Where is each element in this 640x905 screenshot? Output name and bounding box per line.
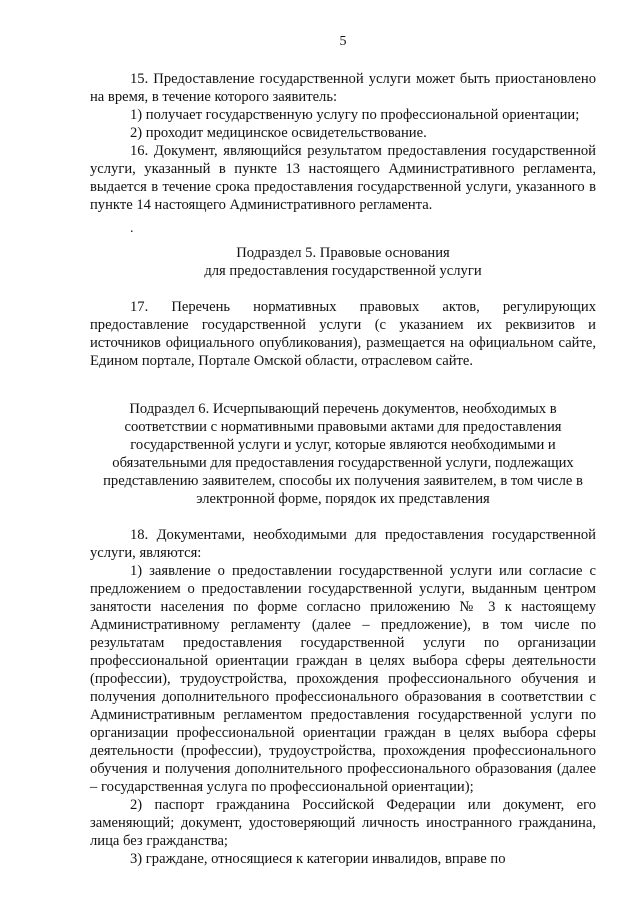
paragraph-18-item-1: 1) заявление о предоставлении государственной услуги или согласие с предложением о предоставлении государственной услуги, выданным центром занятости населения по форме согласно приложению № 3 к настоящему Административному регламенту (далее – предложение), в том числе по результатам предоставления государственной услуги по организации профессиональной ориентации граждан в целях выбора сферы деятельности (профессии), трудоустройства, прохождения профессионального обучения и получения дополнительного профессионального образования в соответствии с Административным регламентом предоставления государственной услуги по организации профессиональной ориентации граждан в целях выбора сферы деятельности (профессии), трудоустройства, прохождения профессионального обучения и получения дополнительного профессионального образования (далее – государственная услуга по профессиональной ориентации); [90,563,596,795]
paragraph-17: 17. Перечень нормативных правовых актов, регулирующих предоставление государственной услуги (с указанием их реквизитов и источников официального опубликования), размещается на официальном сайте, Едином портале, Портале Омской области, отраслевом сайте. [90,299,596,369]
subsection-5-title-line-1: Подраздел 5. Правовые основания [236,245,450,261]
subsection-5-title-line-2: для предоставления государственной услуги [204,263,482,279]
paragraph-15-item-1: 1) получает государственную услугу по профессиональной ориентации; [130,107,580,123]
paragraph-15: 15. Предоставление государственной услуги может быть приостановлено на время, в течение которого заявитель: [90,71,596,105]
paragraph-18: 18. Документами, необходимыми для предоставления государственной услуги, являются: [90,527,596,561]
paragraph-16: 16. Документ, являющийся результатом предоставления государственной услуги, указанный в пункте 13 настоящего Административного регламента, выдается в течение срока предоставления государственной услуги, указанного в пункте 14 настоящего Административного регламента. [90,143,596,213]
stray-dot: . [130,221,134,236]
page-number: 5 [339,34,347,49]
subsection-6-title: Подраздел 6. Исчерпывающий перечень документов, необходимых в соответствии с нормативными правовыми актами для предоставления государственной услуги и услуг, которые являются необходимыми и обязательными для предоставления государственной услуги, подлежащих представлению заявителем, способы их получения заявителем, в том числе в электронной форме, порядок их представления [103,401,583,507]
paragraph-18-item-2: 2) паспорт гражданина Российской Федерации или документ, его заменяющий; документ, удостоверяющий личность иностранного гражданина, лица без гражданства; [90,797,596,849]
paragraph-18-item-3: 3) граждане, относящиеся к категории инвалидов, вправе по [130,851,506,867]
paragraph-15-item-2: 2) проходит медицинское освидетельствование. [130,125,427,141]
